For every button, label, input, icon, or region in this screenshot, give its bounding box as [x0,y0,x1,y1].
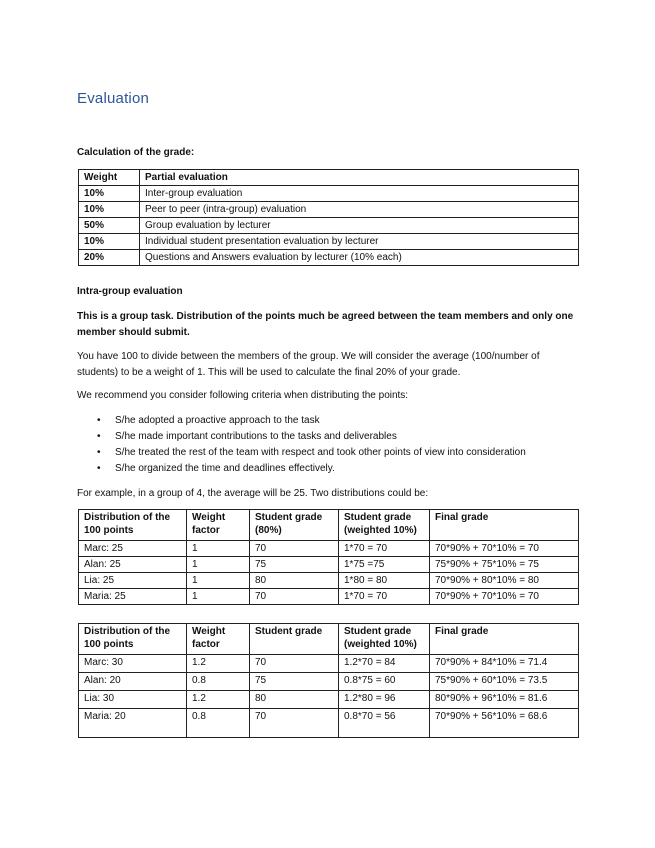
table-cell: 70 [250,709,339,738]
bullet-icon: • [97,415,101,426]
table-cell: 75*90% + 75*10% = 75 [430,557,579,573]
table-header-row [79,510,579,541]
table-cell: 75 [250,557,339,573]
table-header-cell: Student grade (weighted 10%) [339,510,430,541]
table-cell: 75*90% + 60*10% = 73.5 [430,673,579,691]
table-row [79,589,579,605]
table-cell: 1 [187,541,250,557]
example-intro: For example, in a group of 4, the average will be 25. Two distributions could be: [77,488,429,499]
table-row [79,541,579,557]
table-header-cell: Weight [79,170,140,186]
table-cell: 80*90% + 96*10% = 81.6 [430,691,579,709]
table-row [79,250,579,266]
table-cell: 1.2*80 = 96 [339,691,430,709]
table-row [79,709,579,738]
table-cell: 0.8 [187,709,250,738]
grade-weight-table [78,169,579,266]
calc-heading: Calculation of the grade: [77,147,195,158]
table-cell: 75 [250,673,339,691]
table-row [79,557,579,573]
list-item: • S/he made important contributions to the tasks and deliverables [77,429,526,445]
table-cell: Alan: 25 [79,557,187,573]
table-cell: Marc: 30 [79,655,187,673]
table-row [79,202,579,218]
table-cell: 1 [187,573,250,589]
table-cell: 80 [250,573,339,589]
intra-paragraph-1: You have 100 to divide between the members of the group. We will consider the average (100/number of students) to be a weight of 1. This will be used to calculate the final 20% of your grade. [77,351,540,378]
table-header-row [79,624,579,655]
table-cell: 0.8 [187,673,250,691]
table-cell: 70 [250,589,339,605]
table-row [79,218,579,234]
table-cell: 70*90% + 80*10% = 80 [430,573,579,589]
table-cell: 70*90% + 56*10% = 68.6 [430,709,579,738]
evaluation-cell: Questions and Answers evaluation by lecturer (10% each) [140,250,579,266]
table-header-row [79,170,579,186]
table-header-cell: Final grade [430,624,579,655]
list-item: • S/he adopted a proactive approach to the task [77,413,526,429]
page-title: Evaluation [77,90,150,107]
table-header-cell: Distribution of the 100 points [79,510,187,541]
table-row [79,673,579,691]
weight-cell: 20% [79,250,140,266]
table-cell: 70 [250,655,339,673]
table-cell: 1*70 = 70 [339,541,430,557]
table-cell: 1*80 = 80 [339,573,430,589]
bullet-icon: • [97,447,101,458]
table-header-cell: Student grade (weighted 10%) [339,624,430,655]
table-cell: 0.8*75 = 60 [339,673,430,691]
table-row [79,234,579,250]
table-header-cell: Weight factor [187,624,250,655]
table-header-cell: Weight factor [187,510,250,541]
table-cell: 70 [250,541,339,557]
table-cell: 1.2 [187,691,250,709]
bullet-icon: • [97,431,101,442]
table-cell: Lia: 30 [79,691,187,709]
criteria-list [77,413,526,477]
table-cell: 1*70 = 70 [339,589,430,605]
table-cell: 80 [250,691,339,709]
table-cell: 1*75 =75 [339,557,430,573]
intra-paragraph-2: We recommend you consider following criteria when distributing the points: [77,390,409,401]
table-cell: Alan: 20 [79,673,187,691]
weight-cell: 50% [79,218,140,234]
intra-heading: Intra-group evaluation [77,286,183,297]
table-cell: 70*90% + 84*10% = 71.4 [430,655,579,673]
table-cell: 1.2 [187,655,250,673]
table-header-cell: Distribution of the 100 points [79,624,187,655]
table-cell: 70*90% + 70*10% = 70 [430,589,579,605]
table-header-cell: Student grade (80%) [250,510,339,541]
table-cell: 70*90% + 70*10% = 70 [430,541,579,557]
example-table-2 [78,623,579,738]
table-cell: Marc: 25 [79,541,187,557]
list-item: • S/he organized the time and deadlines effectively. [77,461,526,477]
table-row [79,186,579,202]
table-header-cell: Final grade [430,510,579,541]
table-cell: 1 [187,557,250,573]
weight-cell: 10% [79,186,140,202]
evaluation-cell: Peer to peer (intra-group) evaluation [140,202,579,218]
evaluation-cell: Individual student presentation evaluation by lecturer [140,234,579,250]
weight-cell: 10% [79,234,140,250]
list-item: • S/he treated the rest of the team with respect and took other points of view into consideration [77,445,526,461]
example-table-1 [78,509,579,605]
table-cell: 0.8*70 = 56 [339,709,430,738]
evaluation-cell: Inter-group evaluation [140,186,579,202]
table-cell: 1 [187,589,250,605]
table-cell: 1.2*70 = 84 [339,655,430,673]
table-header-cell: Student grade [250,624,339,655]
table-row [79,655,579,673]
table-row [79,691,579,709]
table-row [79,573,579,589]
table-cell: Maria: 25 [79,589,187,605]
table-cell: Maria: 20 [79,709,187,738]
weight-cell: 10% [79,202,140,218]
table-cell: Lia: 25 [79,573,187,589]
evaluation-cell: Group evaluation by lecturer [140,218,579,234]
bullet-icon: • [97,463,101,474]
intra-bold-paragraph: This is a group task. Distribution of the points much be agreed between the team members and only one member should submit. [77,311,574,338]
table-header-cell: Partial evaluation [140,170,579,186]
